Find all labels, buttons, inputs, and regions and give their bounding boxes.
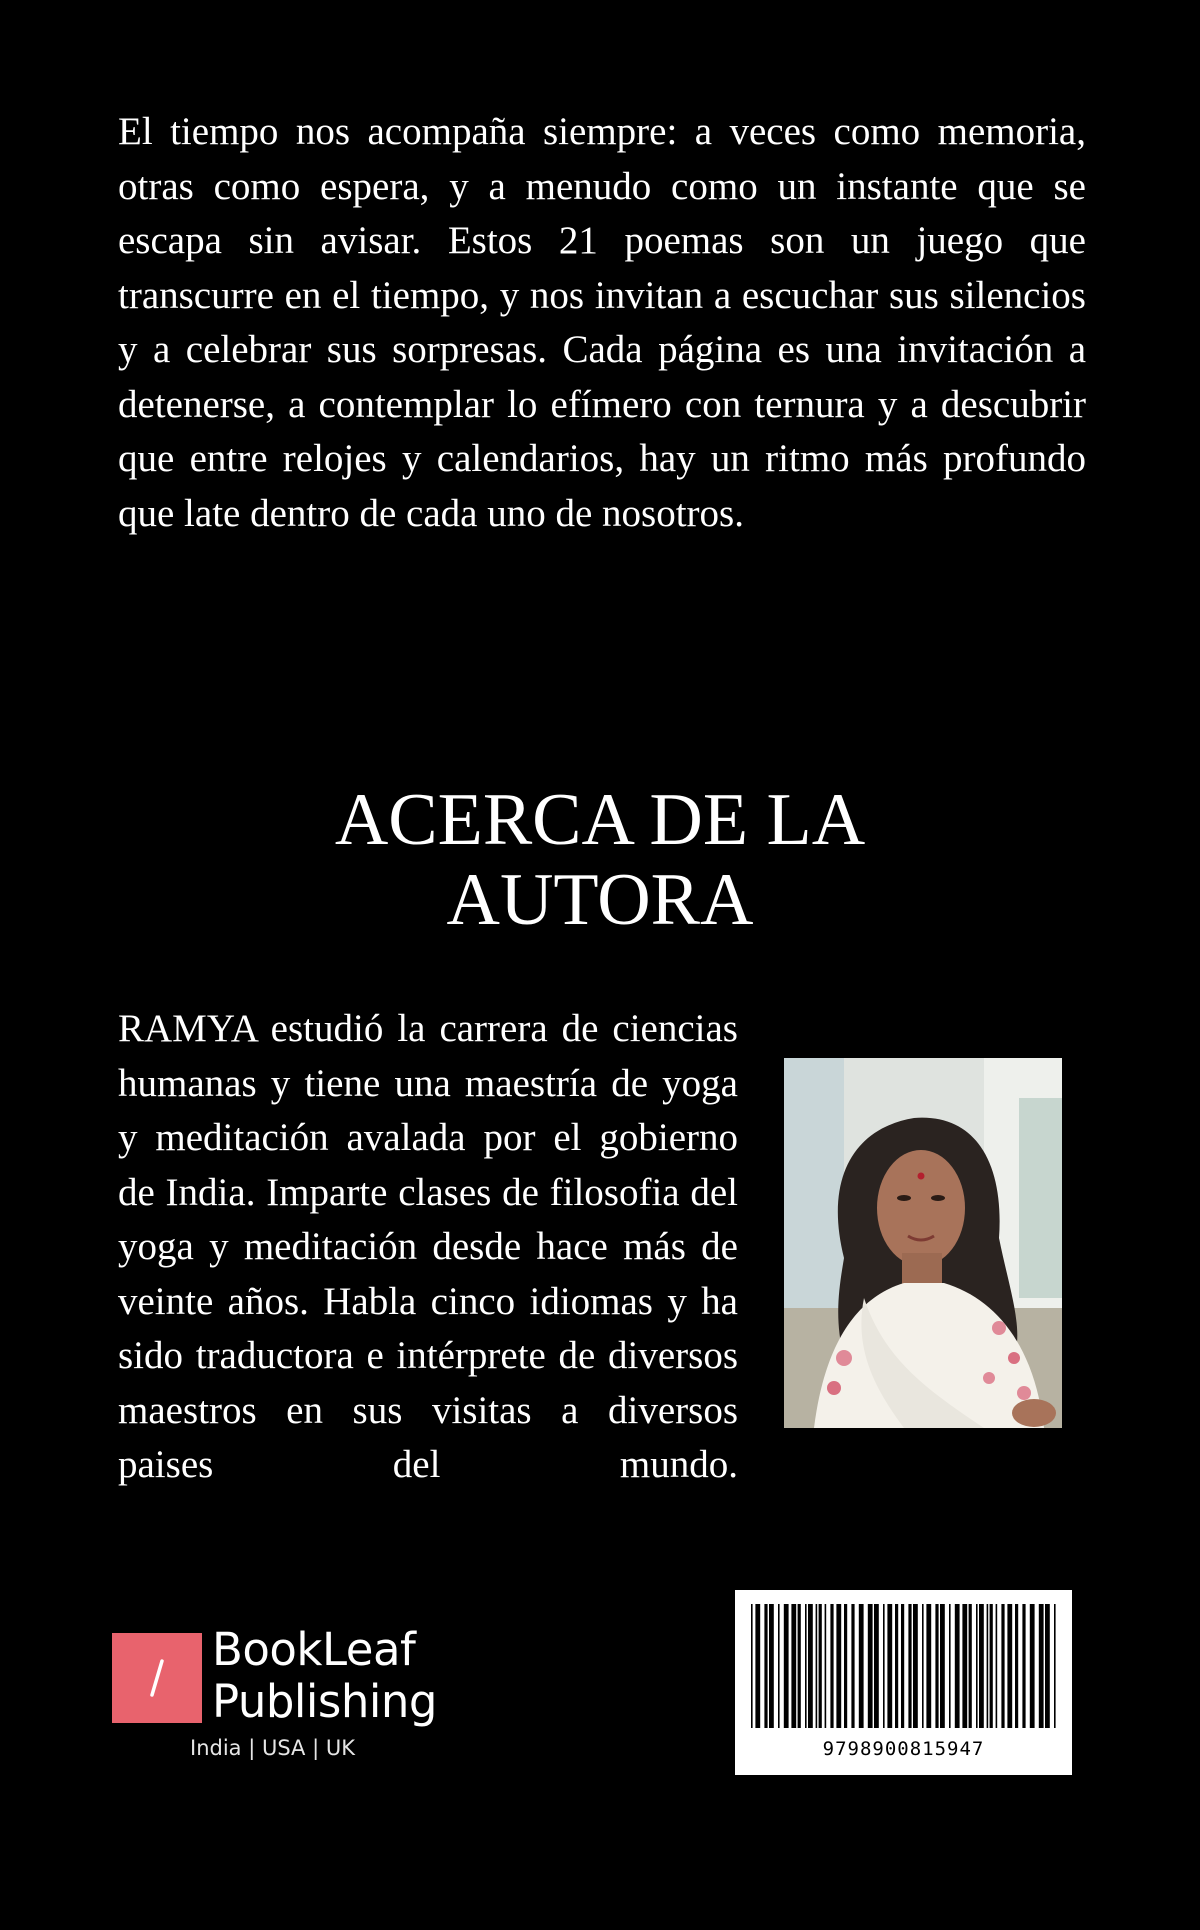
barcode-bar	[895, 1604, 898, 1728]
barcode-bar	[922, 1604, 924, 1728]
publisher-name-line-1: BookLeaf	[212, 1623, 416, 1676]
barcode-bar	[764, 1604, 767, 1728]
about-heading-line-1: ACERCA DE LA	[334, 779, 866, 861]
barcode-bar	[976, 1604, 978, 1728]
barcode-bar	[751, 1604, 753, 1728]
barcode-bar	[990, 1604, 993, 1728]
barcode-bar	[913, 1604, 918, 1728]
author-photo	[784, 1058, 1062, 1428]
barcode-bar	[874, 1604, 879, 1728]
barcode-bar	[955, 1604, 960, 1728]
barcode-bar	[816, 1604, 818, 1728]
barcode-bar	[836, 1604, 841, 1728]
publisher-regions: India | USA | UK	[190, 1736, 355, 1760]
book-blurb: El tiempo nos acompaña siempre: a veces como memoria, otras como espera, y a menudo como un instante que se escapa sin avisar. Estos 21 poemas son un juego que transcurre en el tiempo, y nos invitan a escuchar sus silencios y a celebrar sus sorpresas. Cada página es una invitación a detenerse, a contemplar lo efímero con ternura y a descubrir que entre relojes y calendarios, hay un ritmo más profundo que late dentro de cada uno de nosotros.	[118, 110, 1086, 535]
barcode-bar	[935, 1604, 938, 1728]
about-heading-line-2: AUTORA	[446, 859, 754, 941]
barcode-bars	[735, 1590, 1072, 1735]
barcode-bar	[949, 1604, 951, 1728]
barcode-bar	[1045, 1604, 1050, 1728]
barcode-bar	[819, 1604, 822, 1728]
barcode-bar	[1007, 1604, 1012, 1728]
barcode-bar	[887, 1604, 892, 1728]
barcode-bar	[940, 1604, 945, 1728]
isbn-barcode	[735, 1590, 1072, 1775]
about-author-heading	[0, 780, 1200, 940]
publisher-name	[212, 1624, 437, 1728]
barcode-bar	[868, 1604, 873, 1728]
barcode-bar	[969, 1604, 972, 1728]
barcode-bar	[901, 1604, 904, 1728]
barcode-bar	[791, 1604, 796, 1728]
barcode-bar	[1022, 1604, 1025, 1728]
publisher-name-line-2: Publishing	[212, 1675, 437, 1728]
barcode-bar	[798, 1604, 801, 1728]
barcode-bar	[830, 1604, 833, 1728]
barcode-bar	[805, 1604, 807, 1728]
barcode-bar	[859, 1604, 864, 1728]
barcode-bar	[908, 1604, 911, 1728]
barcode-bar	[926, 1604, 931, 1728]
barcode-bar	[987, 1604, 989, 1728]
barcode-bar	[1054, 1604, 1056, 1728]
barcode-bar	[979, 1604, 984, 1728]
barcode-bar	[844, 1604, 847, 1728]
barcode-bar	[778, 1604, 780, 1728]
author-bio: RAMYA estudió la carrera de ciencias humanas y tiene una maestría de yoga y meditación avalada por el gobierno de India. Imparte clases de filosofia del yoga y meditación desde hace más de veinte años. Habla cinco idiomas y ha sido traductora e intérprete de diversos maestros en sus visitas a diversos paises del mundo.	[118, 1007, 738, 1486]
isbn-number: 9798900815947	[822, 1738, 985, 1760]
barcode-bar	[808, 1604, 813, 1728]
barcode-bar	[996, 1604, 998, 1728]
slash-leaf-icon	[112, 1633, 202, 1723]
barcode-bar	[851, 1604, 854, 1728]
barcode-bar	[1015, 1604, 1018, 1728]
barcode-bar	[769, 1604, 774, 1728]
publisher-logo	[112, 1623, 452, 1770]
barcode-bar	[825, 1604, 827, 1728]
barcode-bar	[1001, 1604, 1004, 1728]
barcode-bar	[1039, 1604, 1044, 1728]
barcode-bar	[1030, 1604, 1035, 1728]
barcode-bar	[883, 1604, 885, 1728]
barcode-bar	[755, 1604, 760, 1728]
barcode-bar	[962, 1604, 967, 1728]
barcode-bar	[784, 1604, 789, 1728]
